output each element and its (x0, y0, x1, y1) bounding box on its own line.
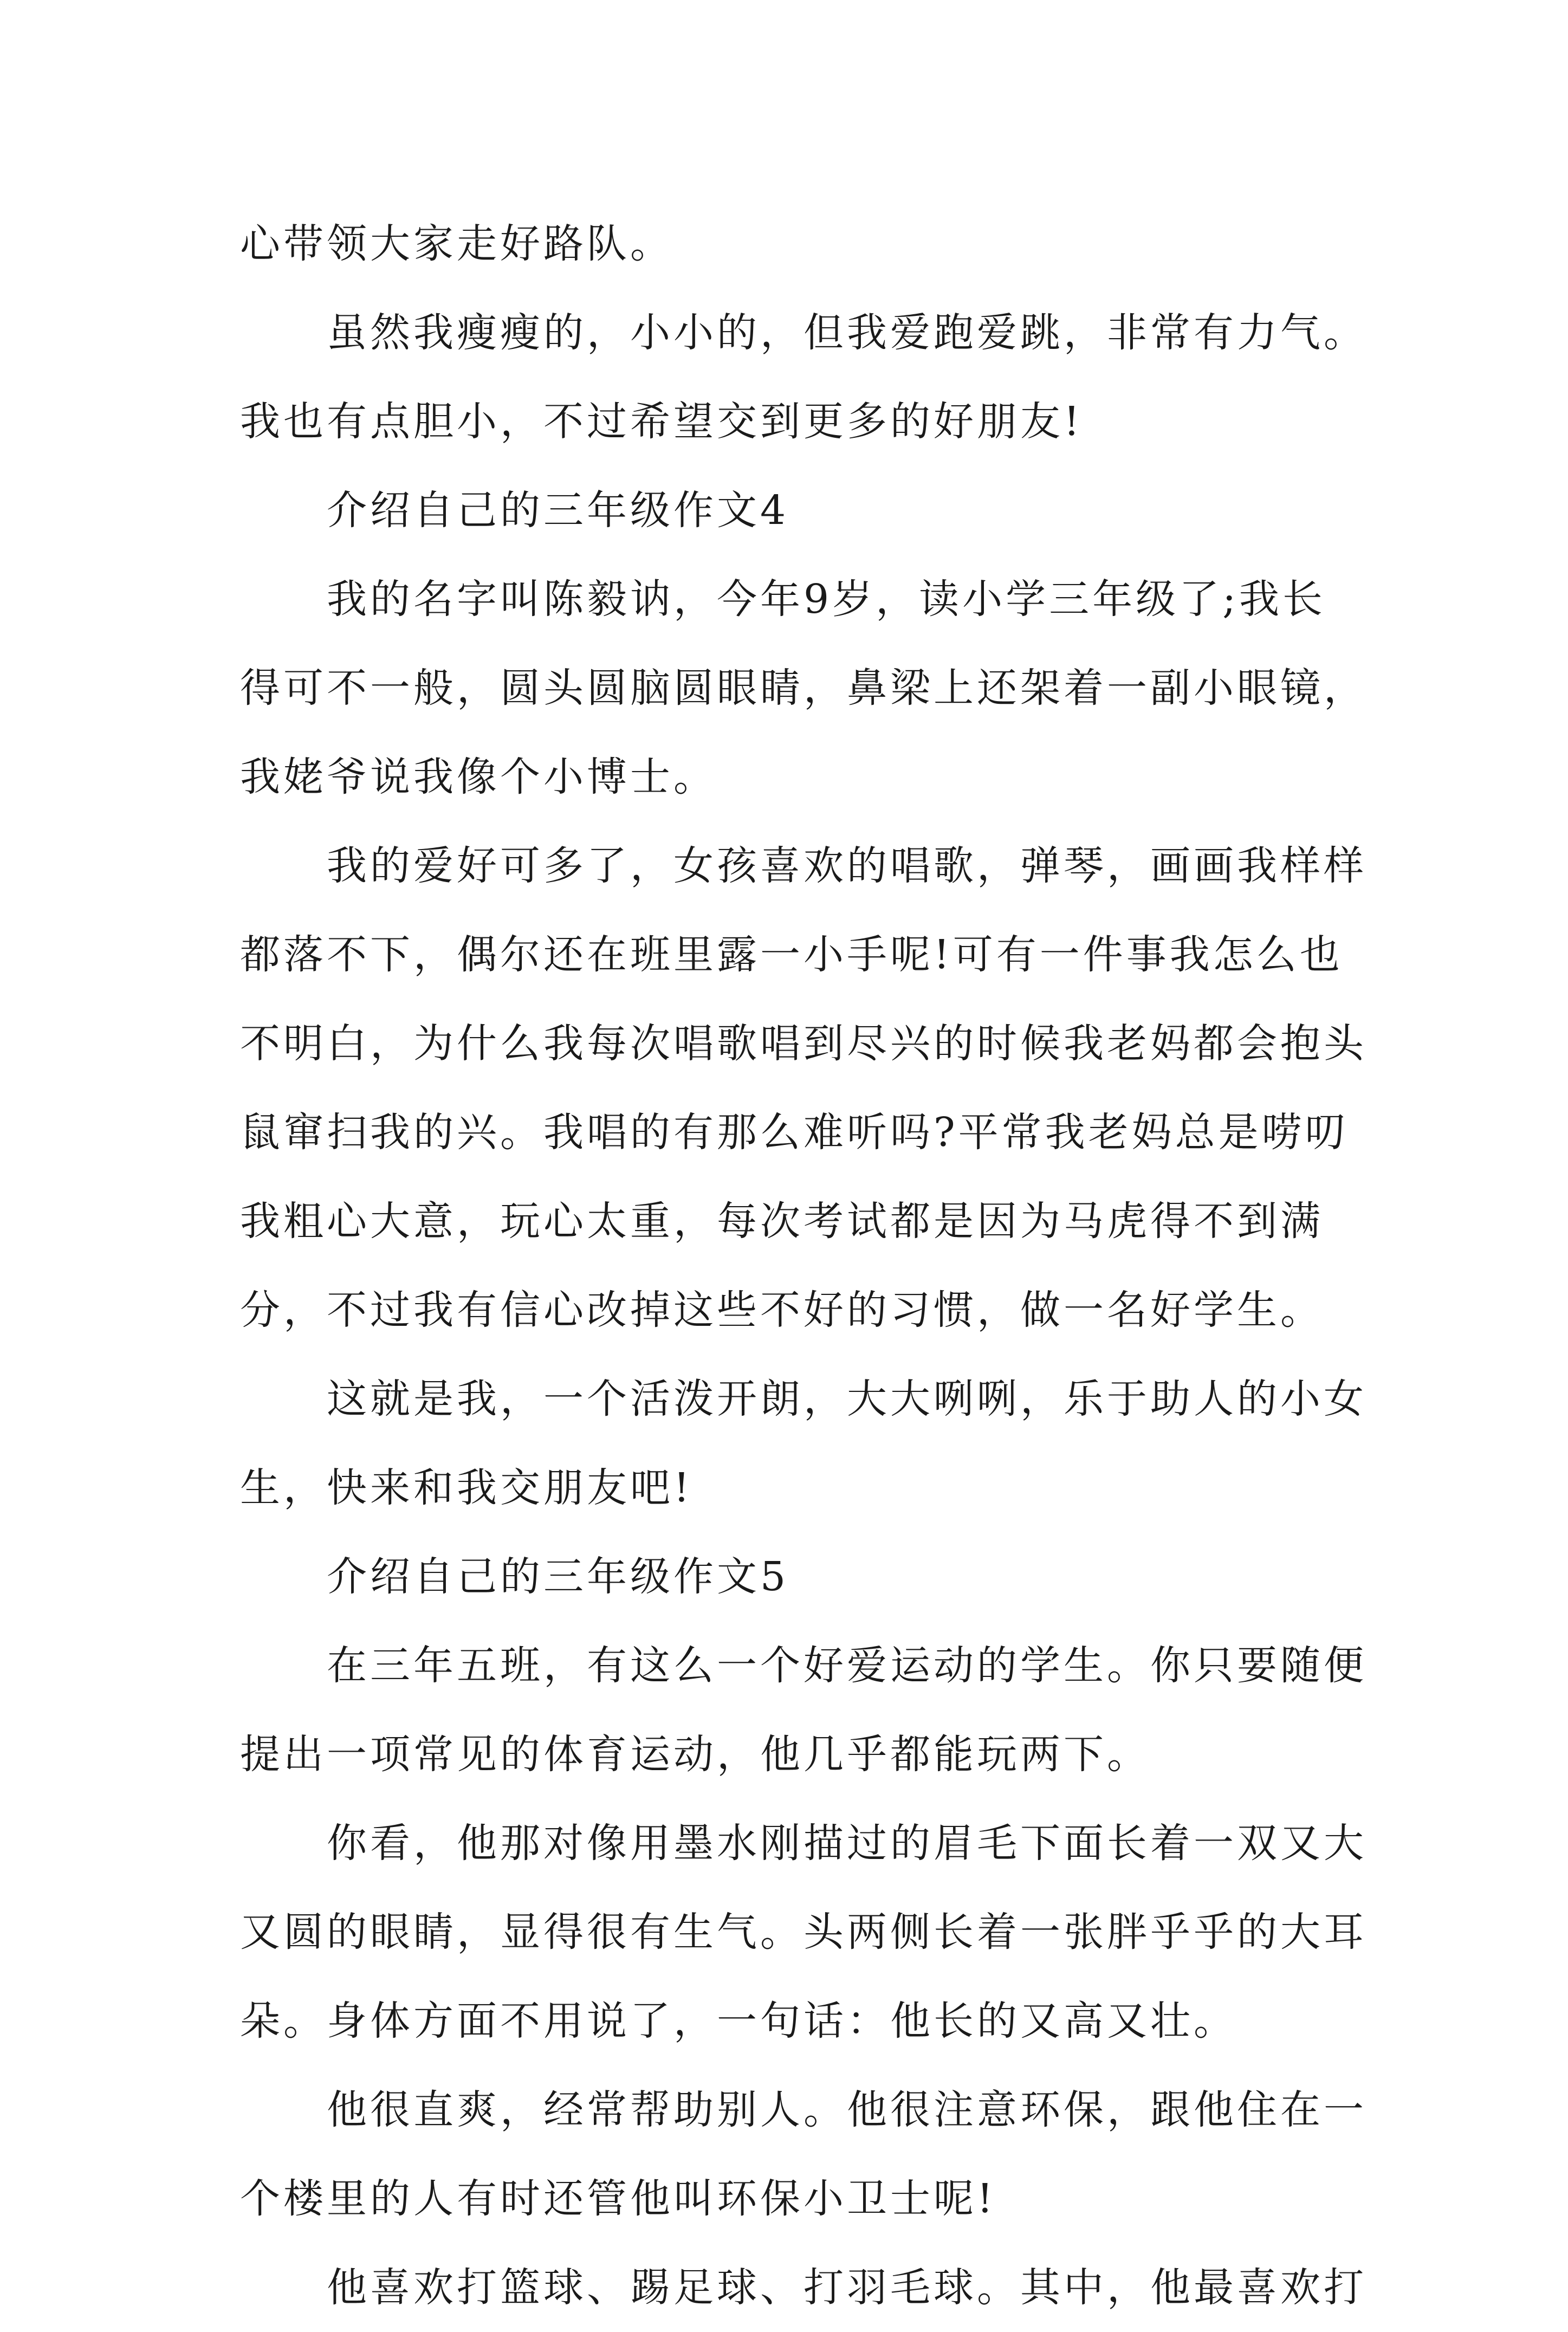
document-body (240, 199, 1367, 2332)
paragraph-8: 他很直爽，经常帮助别人。他很注意环保，跟他住在一个楼里的人有时还管他叫环保小卫士呢! (240, 2087, 1367, 2222)
paragraph-3: 我的名字叫陈毅讷，今年9岁，读小学三年级了;我长得可不一般，圆头圆脑圆眼睛，鼻梁上还架着一副小眼镜，我姥爷说我像个小博士。 (240, 576, 1367, 800)
paragraph-1: 心带领大家走好路队。 (240, 221, 673, 267)
section-heading-4: 介绍自己的三年级作文4 (327, 487, 789, 534)
paragraph-2: 虽然我瘦瘦的，小小的，但我爱跑爱跳，非常有力气。我也有点胆小，不过希望交到更多的好朋友! (240, 309, 1367, 445)
paragraph-9: 他喜欢打篮球、踢足球、打羽毛球。其中，他最喜欢打 (327, 2264, 1367, 2311)
section-heading-5: 介绍自己的三年级作文5 (327, 1553, 789, 1600)
paragraph-4: 我的爱好可多了，女孩喜欢的唱歌，弹琴，画画我样样都落不下，偶尔还在班里露一小手呢!可有一件事我怎么也不明白，为什么我每次唱歌唱到尽兴的时候我老妈都会抱头鼠窜扫我的兴。我唱的有那么难听吗?平常我老妈总是唠叨我粗心大意，玩心太重，每次考试都是因为马虎得不到满分，不过我有信心改掉这些不好的习惯，做一名好学生。 (240, 843, 1367, 1333)
paragraph-5: 这就是我，一个活泼开朗，大大咧咧，乐于助人的小女生，快来和我交朋友吧! (240, 1376, 1367, 1511)
paragraph-6: 在三年五班，有这么一个好爱运动的学生。你只要随便提出一项常见的体育运动，他几乎都能玩两下。 (240, 1642, 1367, 1778)
paragraph-7: 你看，他那对像用墨水刚描过的眉毛下面长着一双又大又圆的眼睛，显得很有生气。头两侧长着一张胖乎乎的大耳朵。身体方面不用说了，一句话：他长的又高又壮。 (240, 1820, 1367, 2044)
